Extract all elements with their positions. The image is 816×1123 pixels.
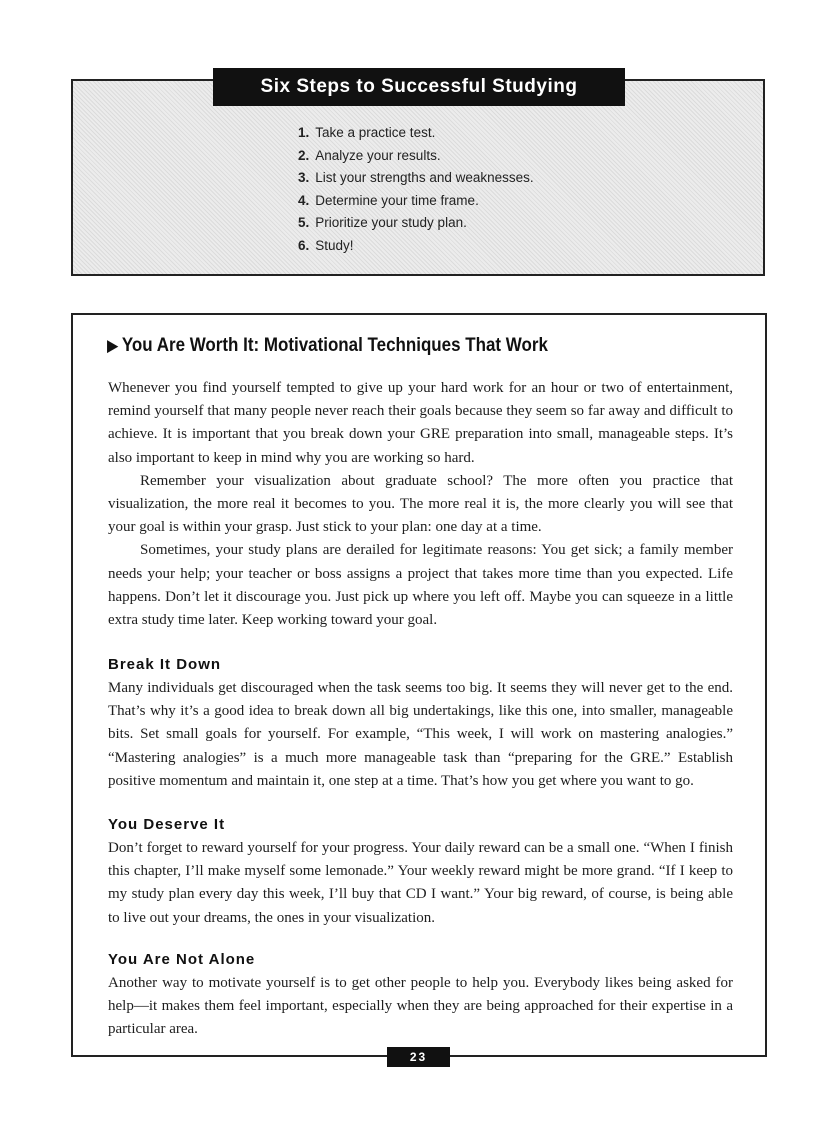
paragraph: Whenever you find yourself tempted to give up your hard work for an hour or two of entertainment, remind yourself that many people never reach their goals because they seem so far away and difficult to achieve. It is important that you break down your GRE preparation into small, manageable steps. It’s also important to keep in mind why you are working so hard.: [108, 380, 733, 466]
step-item: 5. Prioritize your study plan.: [298, 215, 467, 231]
step-item: 1. Take a practice test.: [298, 125, 436, 140]
triangle-arrow-icon: ▶: [107, 336, 119, 355]
paragraph: Remember your visualization about graduate school? The more often you practice that visualization, the more real it becomes to you. The more real it is, the more clearly you will see that your goal is within your grasp. Just stick to your plan: one day at a time.: [108, 472, 733, 536]
step-item: 6. Study!: [298, 237, 354, 253]
subheading-you-are-not-alone: You Are Not Alone: [108, 951, 256, 968]
paragraph: Don’t forget to reward yourself for your progress. Your daily reward can be a small one. “When I finish this chapter, I’ll make myself some lemonade.” Your weekly reward might be more grand. “If I keep to my study plan every day this week, I’ll buy that CD I want.” Your big reward, of course, is being able to live out your dreams, the ones in your visualization.: [108, 840, 733, 926]
steps-box-title: Six Steps to Successful Studying: [213, 68, 625, 106]
break-it-down-text: [108, 677, 733, 793]
steps-list: [298, 124, 534, 260]
subheading-break-it-down: Break It Down: [108, 656, 222, 673]
paragraph: Many individuals get discouraged when the task seems too big. It seems they will never get to the end. That’s why it’s a good idea to break down all big undertakings, like this one, into smaller, manageable bits. Set small goals for yourself. For example, “This week, I will work on mastering analogies.” “Mastering analogies” is a much more manageable task than “preparing for the GRE.” Establish positive momentum and maintain it, one step at a time. That’s how you get where you want to go.: [108, 680, 733, 789]
step-item: 3. List your strengths and weaknesses.: [298, 170, 534, 186]
paragraph: Another way to motivate yourself is to get other people to help you. Everybody likes being asked for help—it makes them feel important, especially when they are being approached for their expertise in a particular area.: [108, 975, 733, 1038]
you-are-not-alone-text: [108, 972, 733, 1042]
section-heading: ▶ You Are Worth It: Motivational Techniques That Work: [107, 331, 548, 360]
intro-text: [108, 377, 733, 632]
subheading-you-deserve-it: You Deserve It: [108, 816, 226, 833]
you-deserve-it-text: [108, 837, 733, 930]
step-item: 4. Determine your time frame.: [298, 192, 479, 208]
page-number: 23: [387, 1047, 450, 1067]
paragraph: Sometimes, your study plans are derailed for legitimate reasons: You get sick; a family member needs your help; your teacher or boss assigns a project that takes more time than you expected. Life happens. Don’t let it discourage you. Just pick up where you left off. Maybe you can squeeze in a little extra study time later. Keep working toward your goal.: [108, 542, 733, 629]
step-item: 2. Analyze your results.: [298, 147, 441, 163]
